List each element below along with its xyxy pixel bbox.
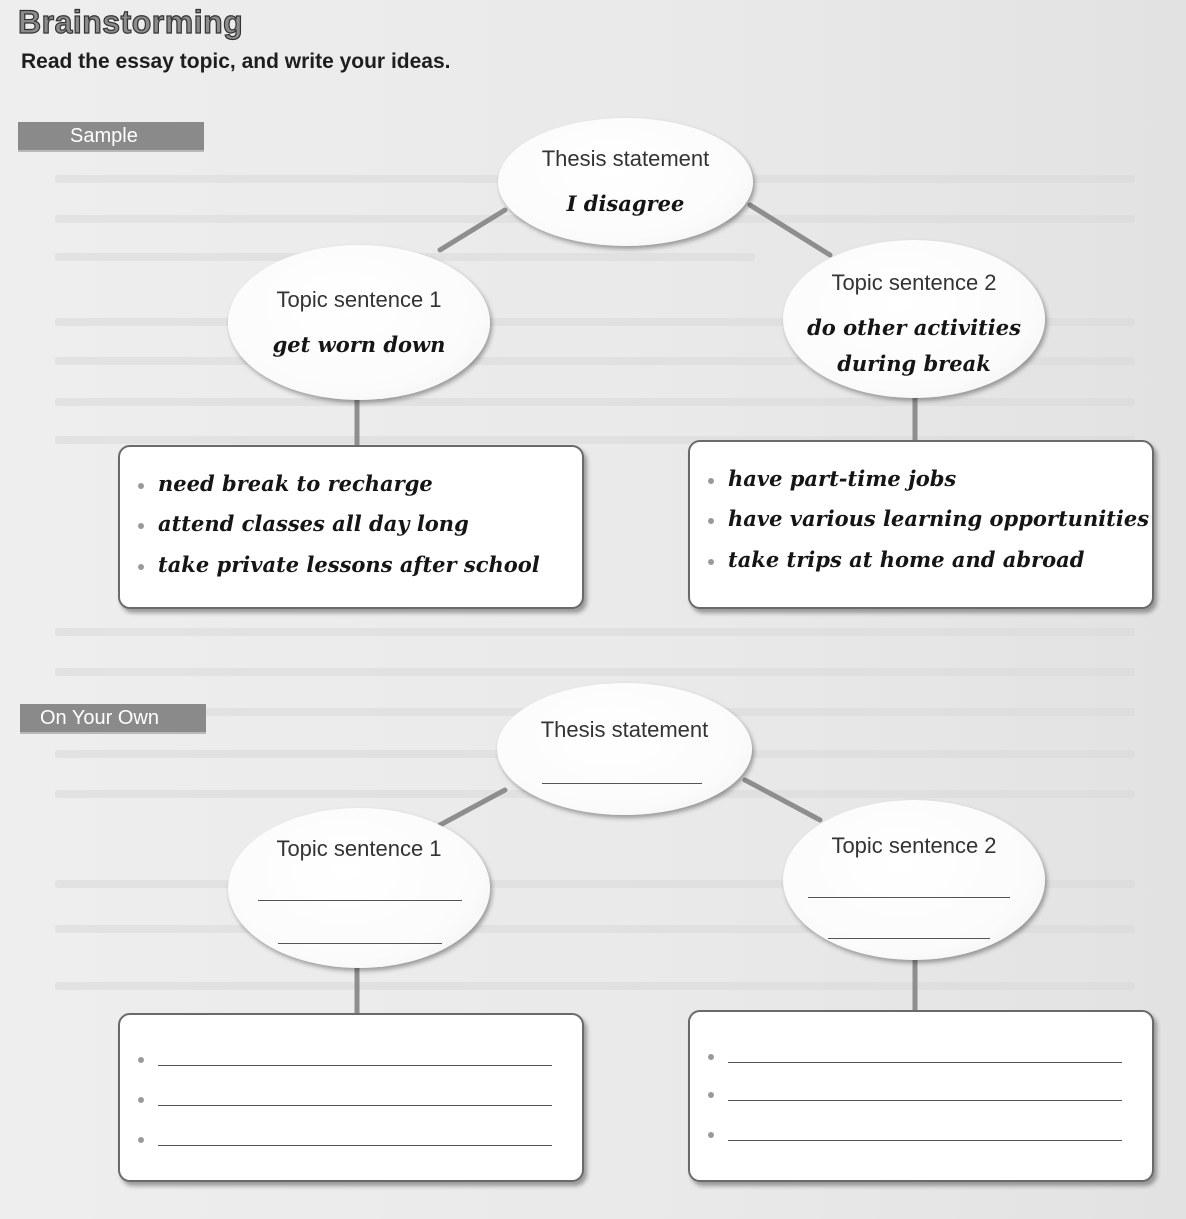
list-item[interactable] <box>708 1078 1142 1118</box>
detail-text: attend classes all day long <box>158 511 469 536</box>
own-topic2-oval <box>783 800 1045 960</box>
topic1-answer: get worn down <box>272 332 446 357</box>
answer-line[interactable] <box>158 1145 552 1146</box>
sample-thesis-oval <box>498 118 753 246</box>
topic1-label: Topic sentence 1 <box>276 836 442 861</box>
answer-line[interactable] <box>158 1105 552 1106</box>
sample-topic1-oval <box>228 245 490 400</box>
own-details-box-2 <box>688 1010 1154 1182</box>
list-item <box>138 550 572 590</box>
detail-text: need break to recharge <box>158 471 433 496</box>
bullet-icon <box>138 1137 144 1143</box>
bullet-icon <box>708 559 714 565</box>
answer-line[interactable] <box>158 1065 552 1066</box>
list-item <box>708 545 1142 585</box>
sample-tag <box>18 122 204 150</box>
bullet-icon <box>708 1132 714 1138</box>
sample-topic2-oval <box>783 240 1045 398</box>
list-item[interactable] <box>138 1043 572 1083</box>
sample-details-box-1 <box>118 445 584 609</box>
list-item <box>708 504 1150 544</box>
bullet-icon <box>138 483 144 489</box>
list-item[interactable] <box>708 1118 1142 1158</box>
own-topic1-oval <box>228 808 490 968</box>
page-title: Brainstorming <box>18 4 244 40</box>
list-item <box>138 469 572 509</box>
detail-text: have various learning opportunities <box>728 506 1150 531</box>
bullet-icon <box>708 1054 714 1060</box>
topic1-answer-line-2[interactable] <box>278 943 442 944</box>
bullet-icon <box>138 1057 144 1063</box>
list-item[interactable] <box>138 1123 572 1163</box>
bullet-icon <box>138 1097 144 1103</box>
topic1-answer-line-1[interactable] <box>258 900 462 901</box>
topic2-label: Topic sentence 2 <box>831 270 997 295</box>
instruction-text: Read the essay topic, and write your ideas. <box>21 50 451 73</box>
bullet-icon <box>708 478 714 484</box>
list-item <box>138 509 572 549</box>
answer-line[interactable] <box>728 1140 1122 1141</box>
topic2-answer-line-2[interactable] <box>828 938 990 939</box>
detail-text: take trips at home and abroad <box>728 547 1085 572</box>
answer-line[interactable] <box>728 1100 1122 1101</box>
detail-text: have part-time jobs <box>728 466 957 491</box>
bullet-icon <box>708 1092 714 1098</box>
own-thesis-oval <box>497 683 752 815</box>
bullet-icon <box>138 523 144 529</box>
detail-text: take private lessons after school <box>158 552 540 577</box>
answer-line[interactable] <box>728 1062 1122 1063</box>
bullet-icon <box>138 564 144 570</box>
on-your-own-tag <box>20 704 206 732</box>
own-details-box-1 <box>118 1013 584 1182</box>
bullet-icon <box>708 518 714 524</box>
topic2-answer-line-1[interactable] <box>808 897 1010 898</box>
sample-tag-label: Sample <box>70 125 138 147</box>
list-item <box>708 464 1142 504</box>
list-item[interactable] <box>138 1083 572 1123</box>
topic2-label: Topic sentence 2 <box>831 833 997 858</box>
thesis-answer: I disagree <box>566 191 685 216</box>
topic2-answer-line1: do other activities <box>807 315 1021 340</box>
sample-details-box-2 <box>688 440 1154 609</box>
thesis-label: Thesis statement <box>540 717 709 742</box>
list-item[interactable] <box>708 1040 1142 1080</box>
thesis-answer-line[interactable] <box>542 783 702 784</box>
on-your-own-tag-label: On Your Own <box>40 707 159 729</box>
thesis-label: Thesis statement <box>541 146 710 171</box>
topic2-answer-line2: during break <box>837 351 991 376</box>
topic1-label: Topic sentence 1 <box>276 287 442 312</box>
